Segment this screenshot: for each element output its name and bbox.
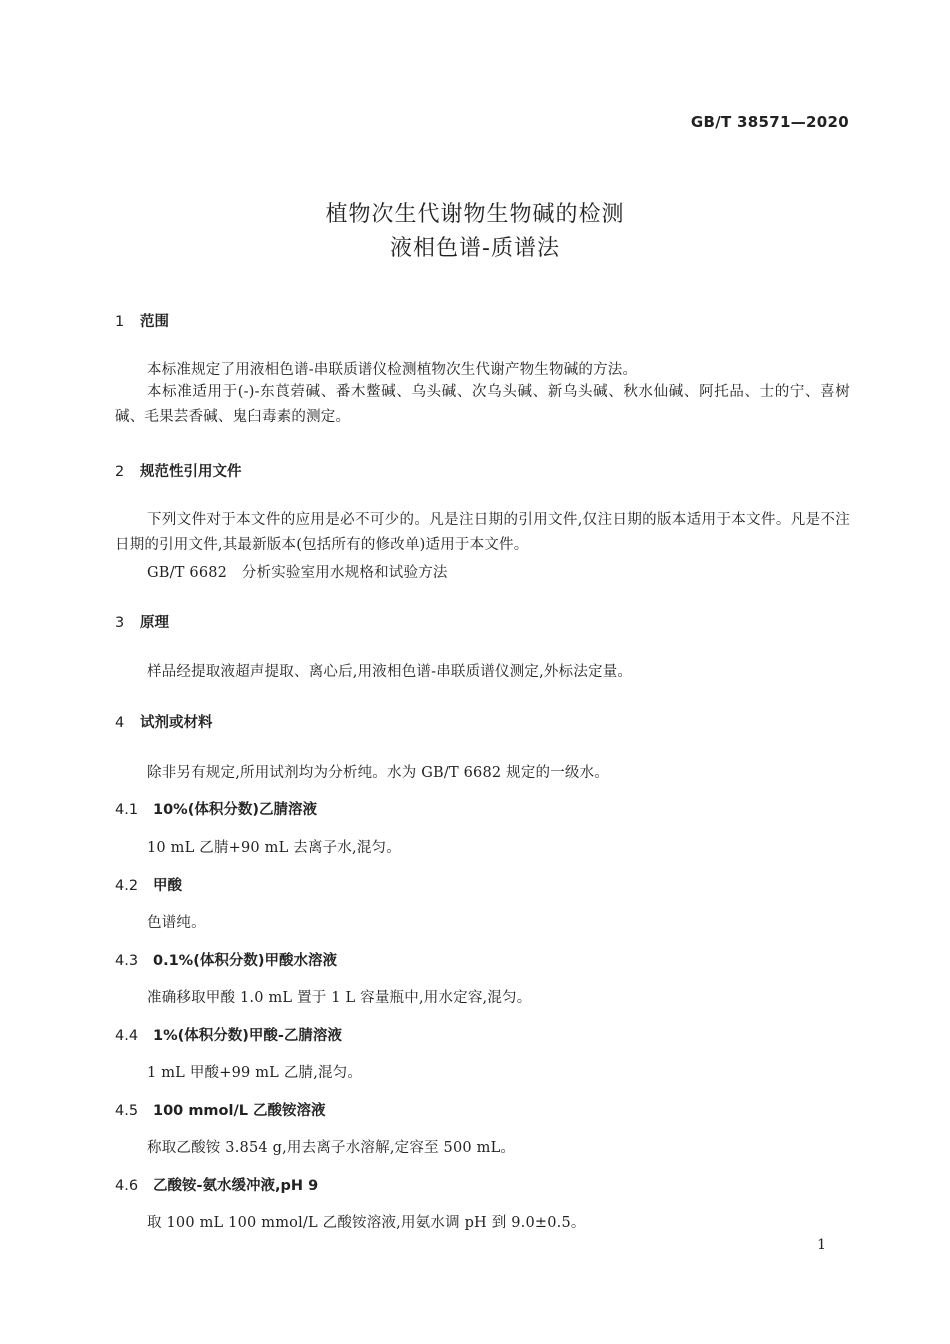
- section-title: 试剂或材料: [140, 715, 213, 731]
- section-title: 范围: [140, 314, 169, 330]
- subsection-title: 乙酸铵-氨水缓冲液,pH 9: [153, 1178, 319, 1194]
- subsection-title: 1%(体积分数)甲酸-乙腈溶液: [153, 1028, 342, 1044]
- section-number: 4: [115, 715, 125, 731]
- section-4-paragraph-1: 除非另有规定,所用试剂均为分析纯。水为 GB/T 6682 规定的一级水。: [147, 765, 610, 781]
- subsection-4-2-text: 色谱纯。: [147, 915, 206, 931]
- subsection-title: 10%(体积分数)乙腈溶液: [153, 802, 317, 818]
- standard-number: GB/T 38571—2020: [690, 113, 849, 131]
- subsection-number: 4.5: [115, 1103, 139, 1119]
- section-number: 2: [115, 464, 125, 480]
- section-4-heading: [115, 711, 213, 732]
- section-number: 3: [115, 615, 125, 631]
- document-title-line1: 植物次生代谢物生物碱的检测: [325, 202, 625, 227]
- section-number: 1: [115, 314, 125, 330]
- subsection-title: 0.1%(体积分数)甲酸水溶液: [153, 953, 337, 969]
- subsection-4-1-text: 10 mL 乙腈+90 mL 去离子水,混匀。: [147, 840, 401, 856]
- subsection-number: 4.1: [115, 802, 139, 818]
- section-2-heading: [115, 460, 242, 481]
- section-1-paragraph-2: 本标准适用于(-)-东莨菪碱、番木鳖碱、乌头碱、次乌头碱、新乌头碱、秋水仙碱、阿托品、士的宁、喜树碱、毛果芸香碱、鬼臼毒素的测定。: [115, 384, 850, 425]
- subsection-4-6-text: 取 100 mL 100 mmol/L 乙酸铵溶液,用氨水调 pH 到 9.0±0.5。: [147, 1215, 586, 1231]
- subsection-title: 甲酸: [153, 878, 182, 894]
- subsection-number: 4.3: [115, 953, 139, 969]
- document-title-line2: 液相色谱-质谱法: [390, 236, 560, 261]
- subsection-4-3-heading: [115, 949, 337, 970]
- section-title: 规范性引用文件: [140, 464, 242, 480]
- section-1-heading: [115, 310, 169, 331]
- section-title: 原理: [140, 615, 169, 631]
- subsection-4-1-heading: [115, 798, 317, 819]
- section-3-heading: [115, 611, 169, 632]
- section-1-paragraph-1: 本标准规定了用液相色谱-串联质谱仪检测植物次生代谢产物生物碱的方法。: [147, 362, 638, 378]
- subsection-4-5-heading: [115, 1099, 326, 1120]
- subsection-4-3-text: 准确移取甲酸 1.0 mL 置于 1 L 容量瓶中,用水定容,混匀。: [147, 990, 532, 1006]
- normative-reference: GB/T 6682 分析实验室用水规格和试验方法: [147, 565, 448, 581]
- section-3-paragraph-1: 样品经提取液超声提取、离心后,用液相色谱-串联质谱仪测定,外标法定量。: [147, 664, 633, 680]
- subsection-title: 100 mmol/L 乙酸铵溶液: [153, 1103, 326, 1119]
- subsection-number: 4.6: [115, 1178, 139, 1194]
- subsection-number: 4.4: [115, 1028, 139, 1044]
- subsection-4-4-text: 1 mL 甲酸+99 mL 乙腈,混匀。: [147, 1065, 363, 1081]
- section-2-paragraph-1: 下列文件对于本文件的应用是必不可少的。凡是注日期的引用文件,仅注日期的版本适用于本文件。凡是不注日期的引用文件,其最新版本(包括所有的修改单)适用于本文件。: [115, 512, 850, 553]
- subsection-4-6-heading: [115, 1174, 318, 1195]
- subsection-4-2-heading: [115, 874, 182, 895]
- subsection-4-5-text: 称取乙酸铵 3.854 g,用去离子水溶解,定容至 500 mL。: [147, 1140, 516, 1156]
- subsection-number: 4.2: [115, 878, 139, 894]
- subsection-4-4-heading: [115, 1024, 342, 1045]
- page-number: 1: [817, 1237, 826, 1253]
